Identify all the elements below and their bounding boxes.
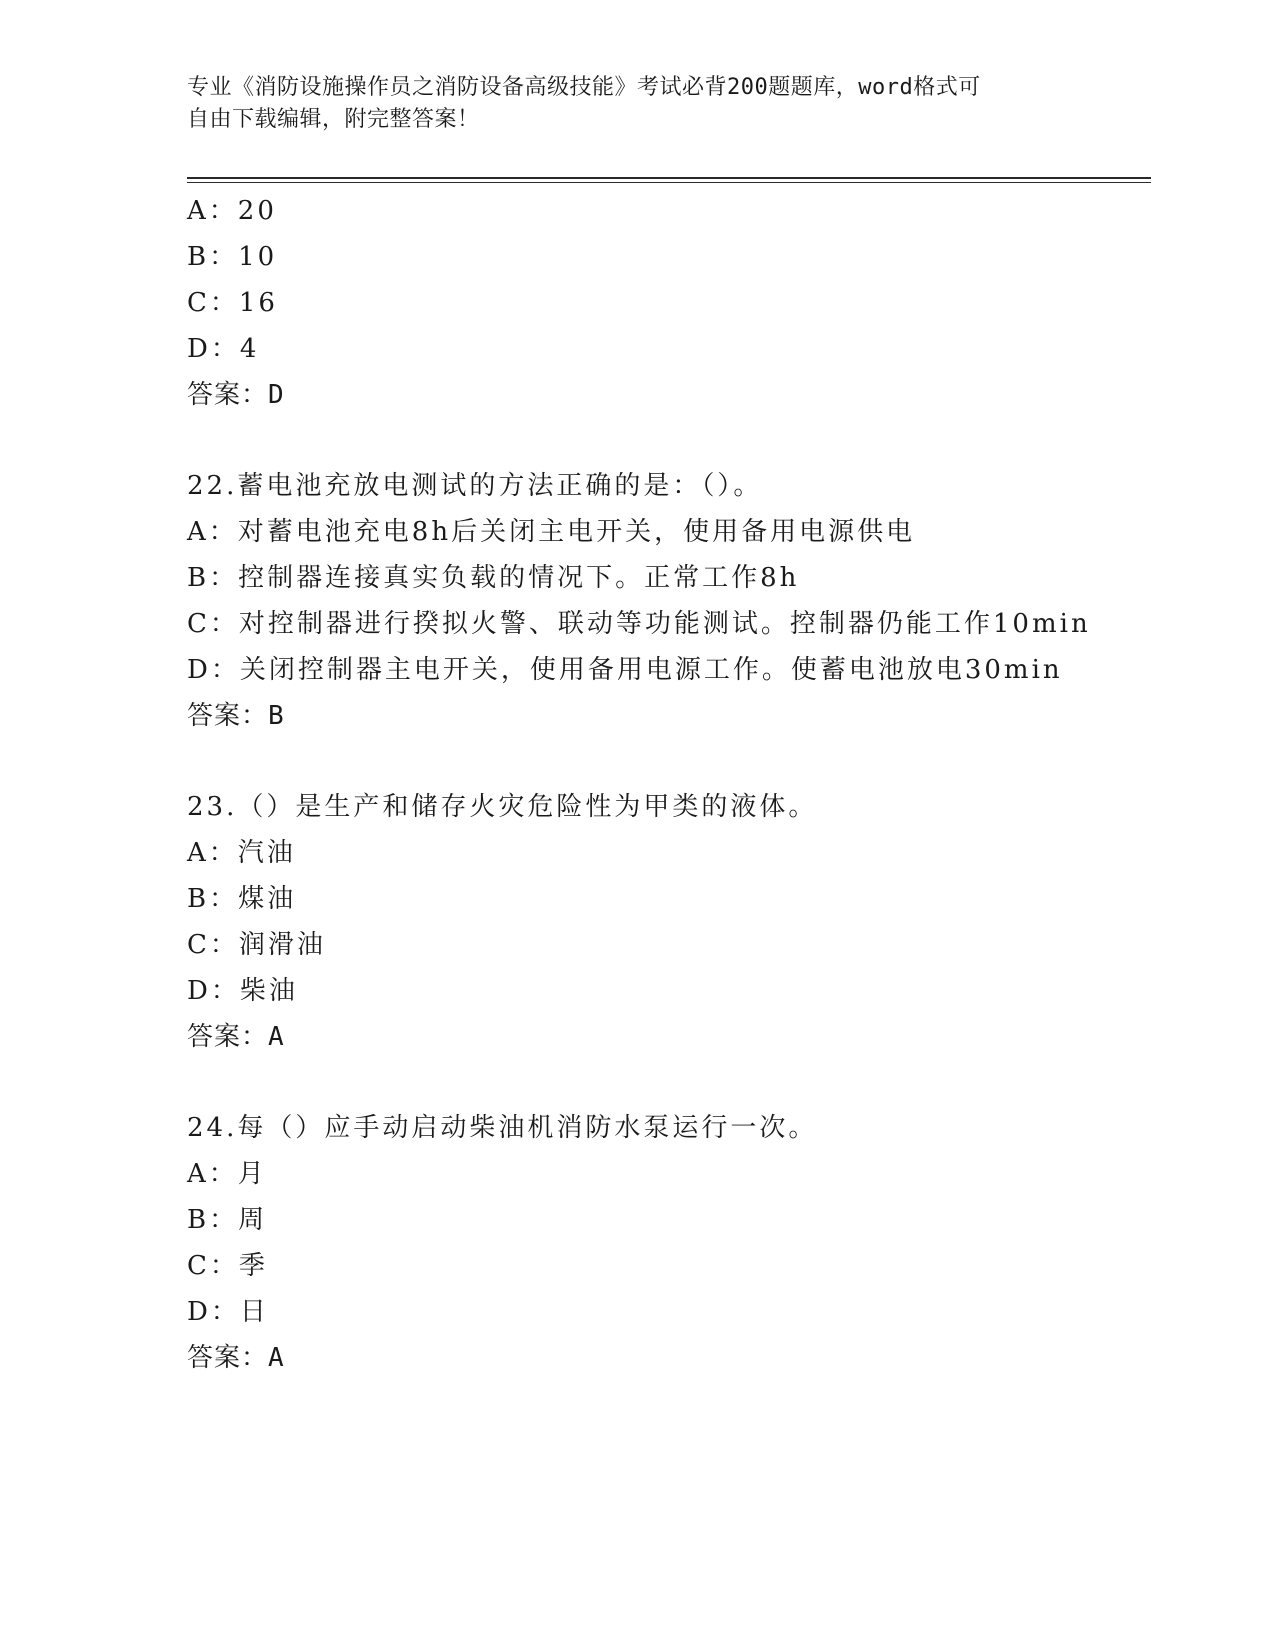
answer-line: 答案：A <box>187 1343 285 1373</box>
question-stem: 22.蓄电池充放电测试的方法正确的是：（）。 <box>187 471 763 501</box>
option-b: B：煤油 <box>187 884 297 914</box>
question-block-prev <box>187 188 1151 418</box>
answer-line: 答案：D <box>187 380 285 410</box>
option-c: C：润滑油 <box>187 930 326 960</box>
header-line-2: 自由下载编辑，附完整答案！ <box>187 107 480 132</box>
answer-line: 答案：A <box>187 1022 285 1052</box>
question-block-22 <box>187 463 1151 739</box>
option-b: B：控制器连接真实负载的情况下。正常工作8h <box>187 563 800 593</box>
option-a: A：月 <box>187 1159 267 1189</box>
option-a: A：汽油 <box>187 838 296 868</box>
option-c: C：16 <box>187 288 278 318</box>
header-divider-thick <box>187 177 1151 179</box>
option-d: D：关闭控制器主电开关，使用备用电源工作。使蓄电池放电30min <box>187 655 1063 685</box>
option-a: A：20 <box>187 196 277 226</box>
option-d: D：4 <box>187 334 260 364</box>
header-divider-thin <box>187 182 1151 183</box>
option-d: D：柴油 <box>187 976 298 1006</box>
document-header <box>187 72 1067 136</box>
option-a: A：对蓄电池充电8h后关闭主电开关，使用备用电源供电 <box>187 517 916 547</box>
question-stem: 24.每（）应手动启动柴油机消防水泵运行一次。 <box>187 1113 818 1143</box>
question-stem: 23.（）是生产和储存火灾危险性为甲类的液体。 <box>187 792 818 822</box>
option-b: B：周 <box>187 1205 268 1235</box>
option-c: C：季 <box>187 1251 268 1281</box>
option-c: C：对控制器进行揆拟火警、联动等功能测试。控制器仍能工作10min <box>187 609 1091 639</box>
option-b: B：10 <box>187 242 278 272</box>
answer-line: 答案：B <box>187 701 285 731</box>
option-d: D：日 <box>187 1297 269 1327</box>
header-line-1: 专业《消防设施操作员之消防设备高级技能》考试必背200题题库，word格式可 <box>187 75 981 100</box>
question-block-23 <box>187 784 1151 1060</box>
question-list <box>187 188 1151 1381</box>
question-block-24 <box>187 1105 1151 1381</box>
